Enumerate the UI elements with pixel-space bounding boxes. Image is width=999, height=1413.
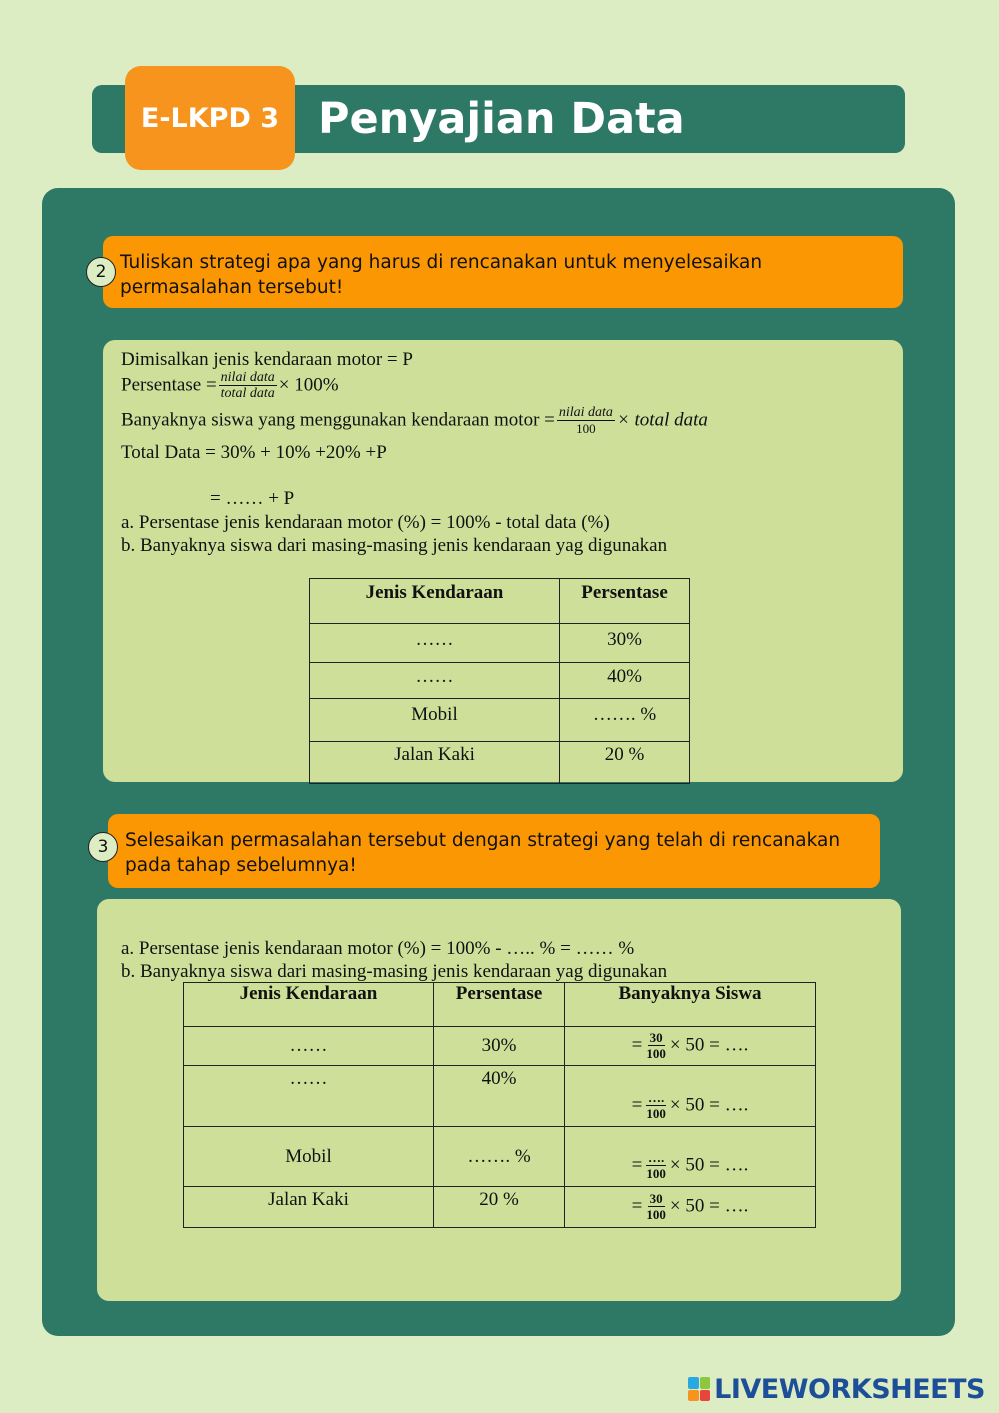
table-cell-persentase: ……. %	[434, 1127, 565, 1187]
table-row	[184, 1066, 816, 1127]
table-cell-persentase: 30%	[434, 1027, 565, 1066]
persentase-label: Persentase =	[121, 374, 217, 396]
step2-total-line: Total Data = 30% + 10% +20% +P	[121, 442, 387, 463]
step3-prompt-box	[108, 814, 880, 888]
banyak-tail: × total data	[616, 409, 708, 431]
table-cell-banyak: = $\frac{\dots.}{100}$ × 50 = ….	[565, 1127, 816, 1187]
fraction-numerator: ….	[648, 1090, 665, 1105]
count-tail: × 50 = ….	[669, 1094, 749, 1116]
step3-item-b: b. Banyaknya siswa dari masing-masing jenis kendaraan yag digunakan	[121, 961, 668, 982]
table-cell-persentase: 20 %	[560, 742, 690, 784]
table-cell-jenis: ……	[184, 1066, 434, 1127]
fraction-numerator: nilai data	[558, 405, 613, 420]
table-cell-persentase: 20 %	[434, 1187, 565, 1228]
step2-table	[309, 578, 690, 784]
count-fraction	[644, 1030, 668, 1062]
table-cell-jenis: ……	[310, 624, 560, 663]
count-fraction	[644, 1090, 668, 1122]
table-header-cell: Jenis Kendaraan	[184, 983, 434, 1027]
lkpd-badge: E-LKPD 3	[125, 66, 295, 170]
table-header-cell: Persentase	[434, 983, 565, 1027]
table-row	[184, 1127, 816, 1187]
step2-persentase-formula	[121, 370, 339, 402]
fraction-denominator: total data	[220, 386, 275, 401]
step2-banyak-formula	[121, 405, 708, 437]
step2-prompt-text: Tuliskan strategi apa yang harus di rencanakan untuk menyelesaikan permasalahan tersebut!	[120, 252, 763, 298]
page-title: Penyajian Data	[318, 94, 685, 144]
count-fraction	[644, 1191, 668, 1223]
table-cell-persentase: 40%	[434, 1066, 565, 1127]
banyak-label: Banyaknya siswa yang menggunakan kendaraan motor =	[121, 409, 555, 431]
table-header-row	[184, 983, 816, 1027]
table-header-cell: Jenis Kendaraan	[310, 579, 560, 624]
table-cell-persentase: 30%	[560, 624, 690, 663]
table-cell-jenis: ……	[184, 1027, 434, 1066]
count-tail: × 50 = ….	[669, 1034, 749, 1056]
fraction-numerator: 30	[649, 1030, 663, 1045]
table-cell-persentase: ……. %	[560, 699, 690, 742]
table-header-cell: Banyaknya Siswa	[565, 983, 816, 1027]
table-cell-banyak: = $\frac{30}{100}$ × 50 = ….	[565, 1187, 816, 1228]
count-fraction	[644, 1150, 668, 1182]
table-row	[310, 699, 690, 742]
step3-prompt-text: Selesaikan permasalahan tersebut dengan strategi yang telah di rencanakan pada tahap sebelumnya!	[125, 830, 841, 876]
count-tail: × 50 = ….	[669, 1195, 749, 1217]
count-tail: × 50 = ….	[669, 1154, 749, 1176]
table-row	[184, 1027, 816, 1066]
table-cell-jenis: Jalan Kaki	[184, 1187, 434, 1228]
table-cell-banyak: = $\frac{\dots.}{100}$ × 50 = ….	[565, 1066, 816, 1127]
step3-table	[183, 982, 816, 1228]
logo-text: LIVEWORKSHEETS	[714, 1373, 985, 1405]
step2-line1: Dimisalkan jenis kendaraan motor = P	[121, 349, 413, 370]
liveworksheets-logo-icon	[688, 1377, 710, 1401]
liveworksheets-logo[interactable]	[688, 1372, 985, 1406]
step2-item-a: a. Persentase jenis kendaraan motor (%) = 100% - total data (%)	[121, 512, 610, 533]
fraction-numerator: nilai data	[220, 370, 275, 385]
table-row	[310, 624, 690, 663]
fraction-numerator: ….	[648, 1150, 665, 1165]
banyak-fraction	[557, 405, 615, 437]
table-cell-jenis: Mobil	[184, 1127, 434, 1187]
table-cell-jenis: Jalan Kaki	[310, 742, 560, 784]
table-header-cell: Persentase	[560, 579, 690, 624]
fraction-denominator: 100	[646, 1046, 666, 1061]
fraction-numerator: 30	[649, 1191, 663, 1206]
step3-number-badge: 3	[88, 832, 118, 862]
fraction-denominator: 100	[646, 1106, 666, 1121]
table-header-row	[310, 579, 690, 624]
step2-prompt-box	[103, 236, 903, 308]
table-cell-jenis: ……	[310, 663, 560, 699]
table-cell-banyak: = $\frac{30}{100}$ × 50 = ….	[565, 1027, 816, 1066]
table-cell-persentase: 40%	[560, 663, 690, 699]
step2-number-badge: 2	[86, 257, 116, 287]
fraction-denominator: 100	[646, 1166, 666, 1181]
persentase-tail: × 100%	[278, 374, 339, 396]
fraction-denominator: 100	[646, 1207, 666, 1222]
table-row	[184, 1187, 816, 1228]
table-cell-jenis: Mobil	[310, 699, 560, 742]
fraction-denominator: 100	[576, 421, 596, 436]
step2-equals-line: = …… + P	[210, 488, 295, 509]
step3-item-a: a. Persentase jenis kendaraan motor (%) = 100% - ….. % = …… %	[121, 938, 635, 959]
step2-item-b: b. Banyaknya siswa dari masing-masing jenis kendaraan yag digunakan	[121, 535, 668, 556]
table-row	[310, 742, 690, 784]
persentase-fraction	[219, 370, 277, 402]
table-row	[310, 663, 690, 699]
